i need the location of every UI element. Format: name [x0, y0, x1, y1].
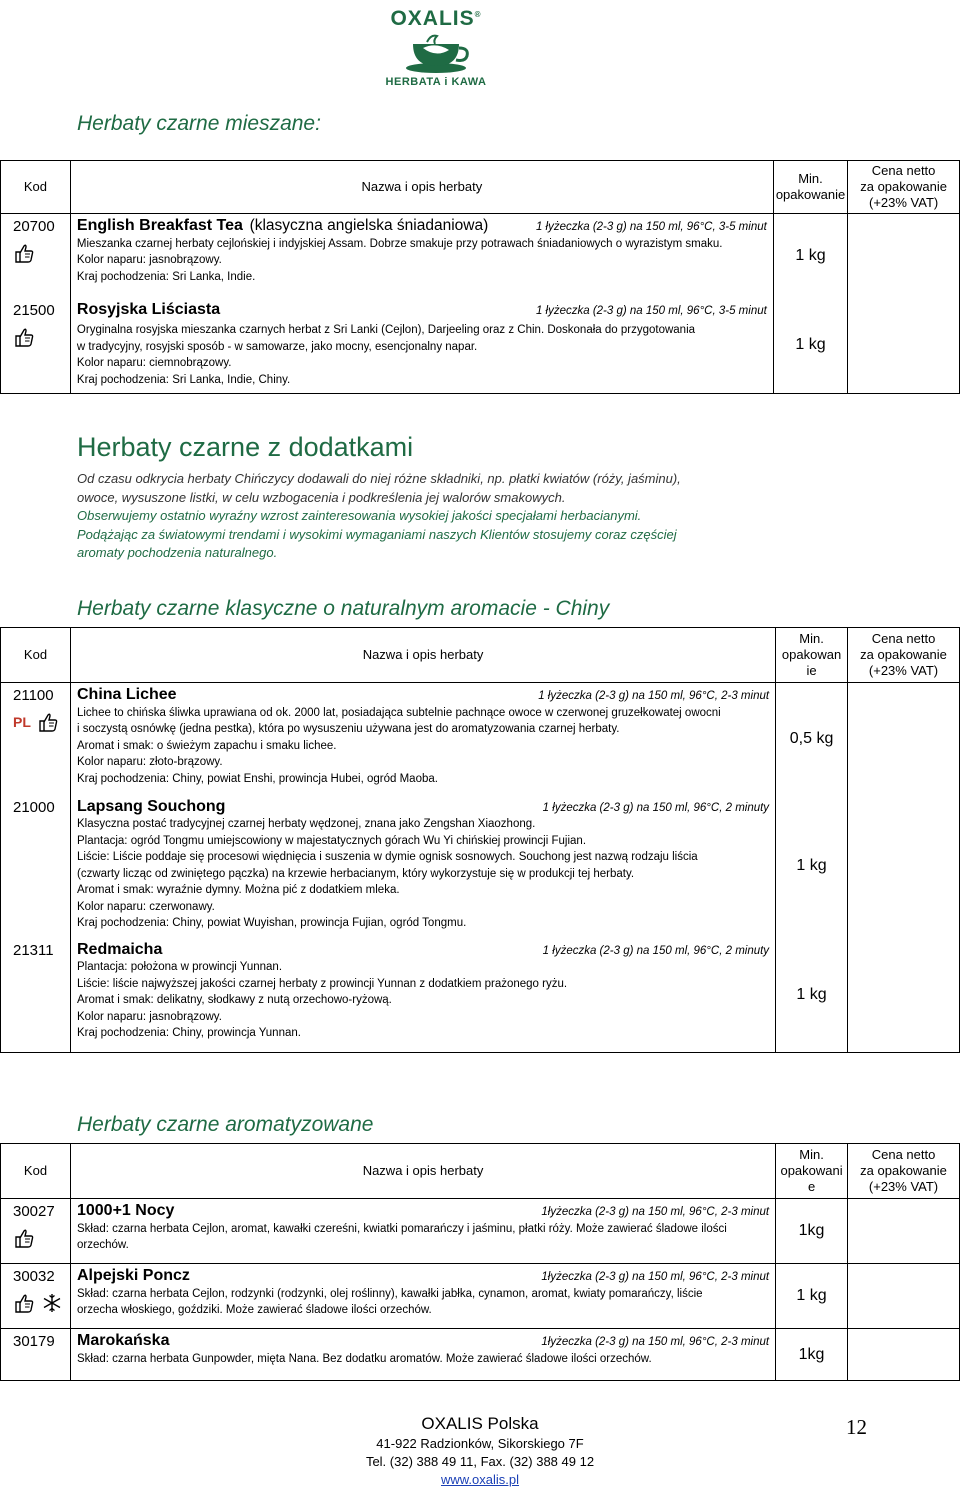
- min-20700: 1 kg: [773, 214, 847, 298]
- footer-address: 41-922 Radzionków, Sikorskiego 7F: [376, 1436, 584, 1451]
- table-mieszane: [0, 160, 960, 394]
- price-cell: [848, 1199, 960, 1264]
- kod-cell: 21000: [1, 795, 71, 938]
- product-20700: English Breakfast Tea (klasyczna angielska śniadaniowa) 1 łyżeczka (2-3 g) na 150 ml, 96°C, 3-5 minut Mieszanka czarnej herbaty cejlońskiej i indyjskiej Assam. Dobrze smakuje przy potrawach śniadaniowych o wyrazistym smaku. Kolor naparu: jasnobrązowy. Kraj pochodzenia: Sri Lanka, Indie.: [70, 214, 773, 298]
- logo-subtitle: HERBATA i KAWA: [385, 76, 487, 88]
- min-21100: 0,5 kg: [776, 683, 848, 795]
- header-min: Min. opakowanie: [773, 161, 847, 214]
- header-price: Cena netto za opakowanie (+23% VAT): [848, 161, 960, 214]
- kod-cell: 21500: [1, 298, 71, 394]
- section-title-aromat: Herbaty czarne aromatyzowane: [77, 1113, 374, 1136]
- footer-company: OXALIS Polska: [421, 1414, 539, 1433]
- header-kod: Kod: [1, 161, 71, 214]
- thumbs-up-icon: [13, 242, 35, 264]
- price-cell: [848, 1329, 960, 1381]
- header-kod: Kod: [1, 1144, 71, 1199]
- product-21000: Lapsang Souchong 1 łyżeczka (2-3 g) na 150 ml, 96°C, 2 minuty Klasyczna postać tradycyjnej czarnej herbaty wędzonej, znana jako Zengshan Xiaozhong. Plantacja: ogród Tongmu umiejscowiony w majestatycznych górach Wu Yi chińskiej prowincji Fujian. Liście: Liście poddaje się procesowi więdnięcia i suszenia w dymie ognisk sosnowych. Souchong jest nazwą rodzaju liścia (czwarty licząc od zwiniętego pączka) na krzewie herbacianym, który wykorzystuje się w produkcji tej herbaty. Aromat i smak: wyraźnie dymny. Można pić z dodatkiem mleka. Kolor naparu: czerwonawy. Kraj pochodzenia: Chiny, powiat Wuyishan, prowincja Fujian, ogród Tongmu.: [70, 795, 775, 938]
- thumbs-up-icon: [13, 1292, 35, 1314]
- min-21000: 1 kg: [776, 795, 848, 938]
- product-30027: 1000+1 Nocy 1łyżeczka (2-3 g) na 150 ml, 96°C, 2-3 minut Skład: czarna herbata Cejlon, aromat, kawałki czereśni, kwiatki pomarańczy i jaśminu, płatki róży. Może zawierać śladowe ilości orzechów.: [70, 1199, 775, 1264]
- table-aromat: [0, 1143, 960, 1381]
- product-21311: Redmaicha 1 łyżeczka (2-3 g) na 150 ml, 96°C, 2 minuty Plantacja: położona w prowincji Yunnan. Liście: liście najwyższej jakości czarnej herbaty z prowincji Yunnan z dodatkiem prażonego ryżu. Aromat i smak: delikatny, słodkawy z nutą orzechowo-ryżową. Kolor naparu: jasnobrązowy. Kraj pochodzenia: Chiny, prowincja Yunnan.: [70, 938, 775, 1053]
- thumbs-up-icon: [37, 711, 59, 733]
- thumbs-up-icon: [13, 1227, 35, 1249]
- oxalis-logo: [384, 4, 488, 96]
- kod-cell: 30027: [1, 1199, 71, 1264]
- min-21311: 1 kg: [776, 938, 848, 1053]
- footer-phone: Tel. (32) 388 49 11, Fax. (32) 388 49 12: [365, 1454, 595, 1469]
- kod-cell: 30179: [1, 1329, 71, 1381]
- price-cell: [848, 214, 960, 394]
- footer-website-link[interactable]: www.oxalis.pl: [440, 1472, 520, 1487]
- section-title-mieszane: Herbaty czarne mieszane:: [77, 112, 321, 135]
- product-21100: China Lichee 1 łyżeczka (2-3 g) na 150 ml, 96°C, 2-3 minut Lichee to chińska śliwka uprawiana od ok. 2000 lat, posiadająca subtelnie pachnące owoce w czerwonej gruzełkowatej owocni i soczystą osnówkę (jedna pestka), która po wysuszeniu używana jest do aromatyzowania czarnej herbaty. Aromat i smak: o świeżym zapachu i smaku lichee. Kolor naparu: złoto-brązowy. Kraj pochodzenia: Chiny, powiat Enshi, prowincja Hubei, ogród Maoba.: [70, 683, 775, 795]
- kod-cell: 30032: [1, 1264, 71, 1329]
- tea-cup-icon: [401, 32, 471, 74]
- header-kod: Kod: [1, 628, 71, 683]
- header-min: Min. opakowani e: [776, 1144, 848, 1199]
- min-30179: 1kg: [776, 1329, 848, 1381]
- kod-cell: 20700: [1, 214, 71, 298]
- section-title-chiny: Herbaty czarne klasyczne o naturalnym aromacie - Chiny: [77, 597, 610, 620]
- product-21500: Rosyjska Liściasta 1 łyżeczka (2-3 g) na 150 ml, 96°C, 3-5 minut Oryginalna rosyjska mieszanka czarnych herbat z Sri Lanki (Cejlon), Darjeeling oraz z Chin. Doskonała do przygotowania w tradycyjny, rosyjski sposób - w samowarze, jako mocny, esencjonalny napar. Kolor naparu: ciemnobrązowy. Kraj pochodzenia: Sri Lanka, Indie, Chiny.: [70, 298, 773, 394]
- intro-text: Od czasu odkrycia herbaty Chińczycy dodawali do niej różne składniki, np. płatki kwiatów (róży, jaśminu), owoce, wysuszone listki, w celu wzbogacenia i podkreślenia jej walorów smakowych. Obserwujemy ostatnio wyraźny wzrost zainteresowania wysokiej jakości specjałami herbacianymi. Podążając za światowymi trendami i wysokimi wymaganiami naszych Klientów stosujemy coraz częściej aromaty pochodzenia naturalnego.: [77, 471, 681, 560]
- header-name: Nazwa i opis herbaty: [70, 161, 773, 214]
- min-30032: 1 kg: [776, 1264, 848, 1329]
- header-price: Cena netto za opakowanie (+23% VAT): [848, 628, 960, 683]
- snowflake-icon: [41, 1292, 63, 1314]
- header-name: Nazwa i opis herbaty: [70, 1144, 775, 1199]
- kod-cell: 21100 PL: [1, 683, 71, 795]
- section-title-dodatki: Herbaty czarne z dodatkami: [77, 432, 414, 462]
- product-30179: Marokańska 1łyżeczka (2-3 g) na 150 ml, 96°C, 2-3 minut Skład: czarna herbata Gunpowder, mięta Nana. Bez dodatku aromatów. Może zawierać śladowe ilości orzechów.: [70, 1329, 775, 1381]
- logo-brand: OXALIS®: [390, 7, 482, 30]
- page-number: 12: [846, 1415, 867, 1439]
- kod-cell: 21311: [1, 938, 71, 1053]
- header-name: Nazwa i opis herbaty: [70, 628, 775, 683]
- product-30032: Alpejski Poncz 1łyżeczka (2-3 g) na 150 ml, 96°C, 2-3 minut Skład: czarna herbata Cejlon, rodzynki (rodzynki, olej roślinny), kawałki jabłka, cynamon, aromat, kwiaty pomarańczy, liście orzecha włoskiego, goździki. Może zawierać śladowe ilości orzechów.: [70, 1264, 775, 1329]
- min-30027: 1kg: [776, 1199, 848, 1264]
- footer: [300, 1413, 660, 1489]
- price-cell: [848, 1264, 960, 1329]
- header-min: Min. opakowan ie: [776, 628, 848, 683]
- price-cell: [848, 683, 960, 1053]
- header-price: Cena netto za opakowanie (+23% VAT): [848, 1144, 960, 1199]
- min-21500: 1 kg: [773, 298, 847, 394]
- thumbs-up-icon: [13, 326, 35, 348]
- pl-badge: PL: [13, 714, 31, 730]
- table-chiny: [0, 627, 960, 1053]
